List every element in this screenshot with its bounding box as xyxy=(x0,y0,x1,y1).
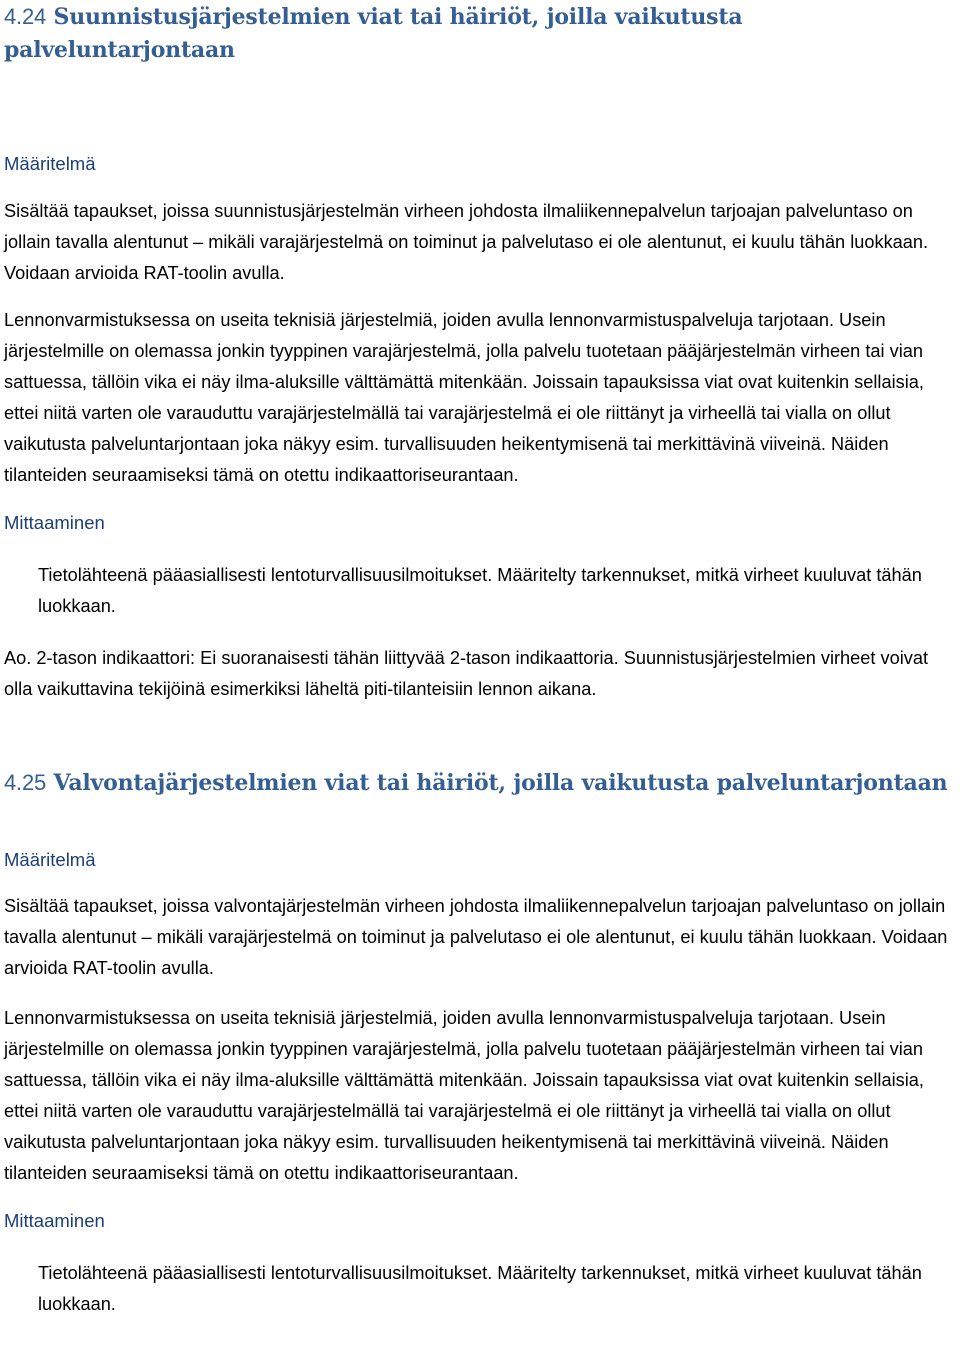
section-number: 4.25 xyxy=(4,770,47,795)
section-title-text: Suunnistusjärjestelmien viat tai häiriöt, joilla vaikutusta palveluntarjontaan xyxy=(4,4,743,63)
section-title xyxy=(4,0,804,67)
definition-paragraph: Sisältää tapaukset, joissa valvontajärjestelmän virheen johdosta ilmaliikennepalvelun tarjoajan palveluntaso on jollain tavalla alentunut – mikäli varajärjestelmä on toiminut ja palvelutaso ei ole alentunut, ei kuulu tähän luokkaan. Voidaan arvioida RAT-toolin avulla. xyxy=(4,896,948,978)
section-title xyxy=(4,766,958,800)
measurement-heading: Mittaaminen xyxy=(4,1210,105,1231)
measurement-paragraph: Tietolähteenä pääasiallisesti lentoturvallisuusilmoitukset. Määritelty tarkennukset, mitkä virheet kuuluvat tähän luokkaan. xyxy=(38,565,922,616)
section-number: 4.24 xyxy=(4,4,47,29)
measurement-paragraph: Ao. 2-tason indikaattori: Ei suoranaisesti tähän liittyvää 2-tason indikaattoria. Suunnistusjärjestelmien virheet voivat olla vaikuttavina tekijöinä esimerkiksi läheltä piti-tilanteisiin lennon aikana. xyxy=(4,648,929,699)
measurement-heading: Mittaaminen xyxy=(4,512,105,533)
section-4-24 xyxy=(4,0,958,705)
definition-paragraph: Lennonvarmistuksessa on useita teknisiä järjestelmiä, joiden avulla lennonvarmistuspalveluja tarjotaan. Usein järjestelmille on olemassa jonkin tyyppinen varajärjestelmä, jolla palvelu tuotetaan pääjärjestelmän virheen tai vian sattuessa, tällöin vika ei näy ilma-aluksille välttämättä mitenkään. Joissain tapauksissa viat ovat kuitenkin sellaisia, ettei niitä varten ole varauduttu varajärjestelmällä tai varajärjestelmä ei ole riittänyt ja virheellä tai vialla on ollut vaikutusta palveluntarjontaan joka näkyy esim. turvallisuuden heikentymisenä tai merkittävinä viiveinä. Näiden tilanteiden seuraamiseksi tämä on otettu indikaattoriseurantaan. xyxy=(4,310,924,485)
measurement-paragraph: Tietolähteenä pääasiallisesti lentoturvallisuusilmoitukset. Määritelty tarkennukset, mitkä virheet kuuluvat tähän luokkaan. xyxy=(38,1263,922,1314)
section-4-25 xyxy=(4,736,958,1320)
definition-paragraph: Sisältää tapaukset, joissa suunnistusjärjestelmän virheen johdosta ilmaliikennepalvelun tarjoajan palveluntaso on jollain tavalla alentunut – mikäli varajärjestelmä on toiminut ja palvelutaso ei ole alentunut, ei kuulu tähän luokkaan. Voidaan arvioida RAT-toolin avulla. xyxy=(4,201,929,283)
definition-heading: Määritelmä xyxy=(4,153,96,174)
definition-heading: Määritelmä xyxy=(4,849,96,870)
definition-paragraph: Lennonvarmistuksessa on useita teknisiä järjestelmiä, joiden avulla lennonvarmistuspalveluja tarjotaan. Usein järjestelmille on olemassa jonkin tyyppinen varajärjestelmä, jolla palvelu tuotetaan pääjärjestelmän virheen tai vian sattuessa, tällöin vika ei näy ilma-aluksille välttämättä mitenkään. Joissain tapauksissa viat ovat kuitenkin sellaisia, ettei niitä varten ole varauduttu varajärjestelmällä tai varajärjestelmä ei ole riittänyt ja virheellä tai vialla on ollut vaikutusta palveluntarjontaan joka näkyy esim. turvallisuuden heikentymisenä tai merkittävinä viiveinä. Näiden tilanteiden seuraamiseksi tämä on otettu indikaattoriseurantaan. xyxy=(4,1008,924,1183)
section-title-text: Valvontajärjestelmien viat tai häiriöt, joilla vaikutusta palveluntarjontaan xyxy=(53,770,948,796)
